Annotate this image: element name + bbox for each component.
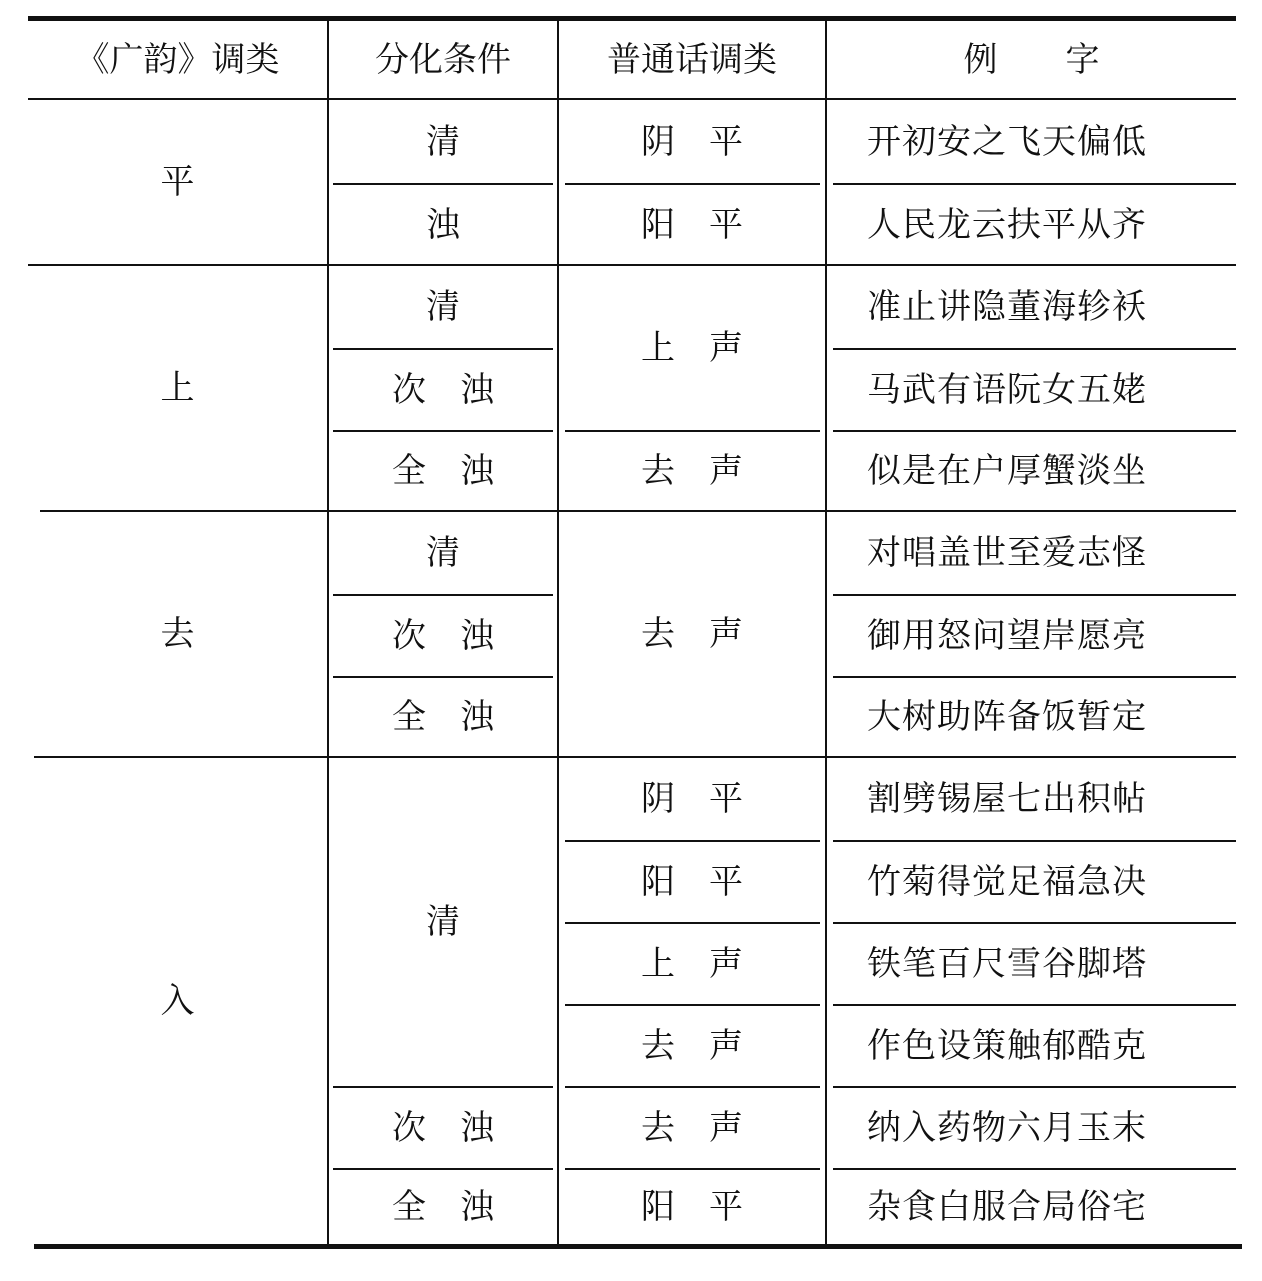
example-chars: 铁笔百尺雪谷脚塔 [867,944,1147,984]
example-chars: 开初安之飞天偏低 [867,121,1147,162]
example-chars: 似是在户厚蟹淡坐 [867,451,1147,491]
condition-cizhuo: 次 浊 [392,616,494,656]
mandarin-yangping: 阳 平 [641,1187,743,1227]
example-chars: 马武有语阮女五姥 [867,370,1147,410]
example-chars: 作色设策触郁酷克 [867,1026,1147,1066]
example-chars: 人民龙云扶平从齐 [867,204,1147,245]
condition-qing: 清 [426,121,460,162]
example-chars: 御用怒问望岸愿亮 [867,616,1147,656]
header-mandarin-tone: 普通话调类 [607,39,777,80]
tone-ping: 平 [160,162,195,202]
example-chars: 大树助阵备饭暂定 [867,697,1147,737]
condition-quanzhuo: 全 浊 [392,697,494,737]
example-chars: 杂食白服合局俗宅 [867,1187,1147,1227]
example-chars: 竹菊得觉足福急决 [867,862,1147,902]
condition-quanzhuo: 全 浊 [392,1187,494,1227]
mandarin-yinping: 阴 平 [641,121,743,162]
mandarin-shangsheng: 上 声 [641,328,743,368]
tone-ru: 入 [160,981,195,1021]
tone-shang: 上 [160,368,195,408]
mandarin-shangsheng: 上 声 [641,944,743,984]
condition-quanzhuo: 全 浊 [392,451,494,491]
condition-qing: 清 [426,533,460,573]
header-split-condition: 分化条件 [375,39,511,80]
condition-qing: 清 [426,287,460,327]
mandarin-yangping: 阳 平 [641,862,743,902]
example-chars: 割劈锡屋七出积帖 [867,779,1147,819]
bottom-rule [34,1244,1242,1249]
example-chars: 纳入药物六月玉末 [867,1108,1147,1148]
mandarin-qusheng: 去 声 [641,1108,743,1148]
mandarin-yangping: 阳 平 [641,204,743,245]
header-guangyun-tone: 《广韵》调类 [75,39,280,80]
condition-cizhuo: 次 浊 [392,1108,494,1148]
mandarin-yinping: 阴 平 [641,779,743,819]
header-examples: 例 字 [963,39,1100,80]
example-chars: 准止讲隐董海轸袄 [867,287,1147,327]
tone-qu: 去 [160,614,195,654]
condition-cizhuo: 次 浊 [392,370,494,410]
mandarin-qusheng: 去 声 [641,1026,743,1066]
mandarin-qusheng: 去 声 [641,614,743,654]
example-chars: 对唱盖世至爱志怪 [867,533,1147,573]
condition-zhuo: 浊 [426,204,460,245]
condition-qing: 清 [426,902,460,942]
mandarin-qusheng: 去 声 [641,451,743,491]
